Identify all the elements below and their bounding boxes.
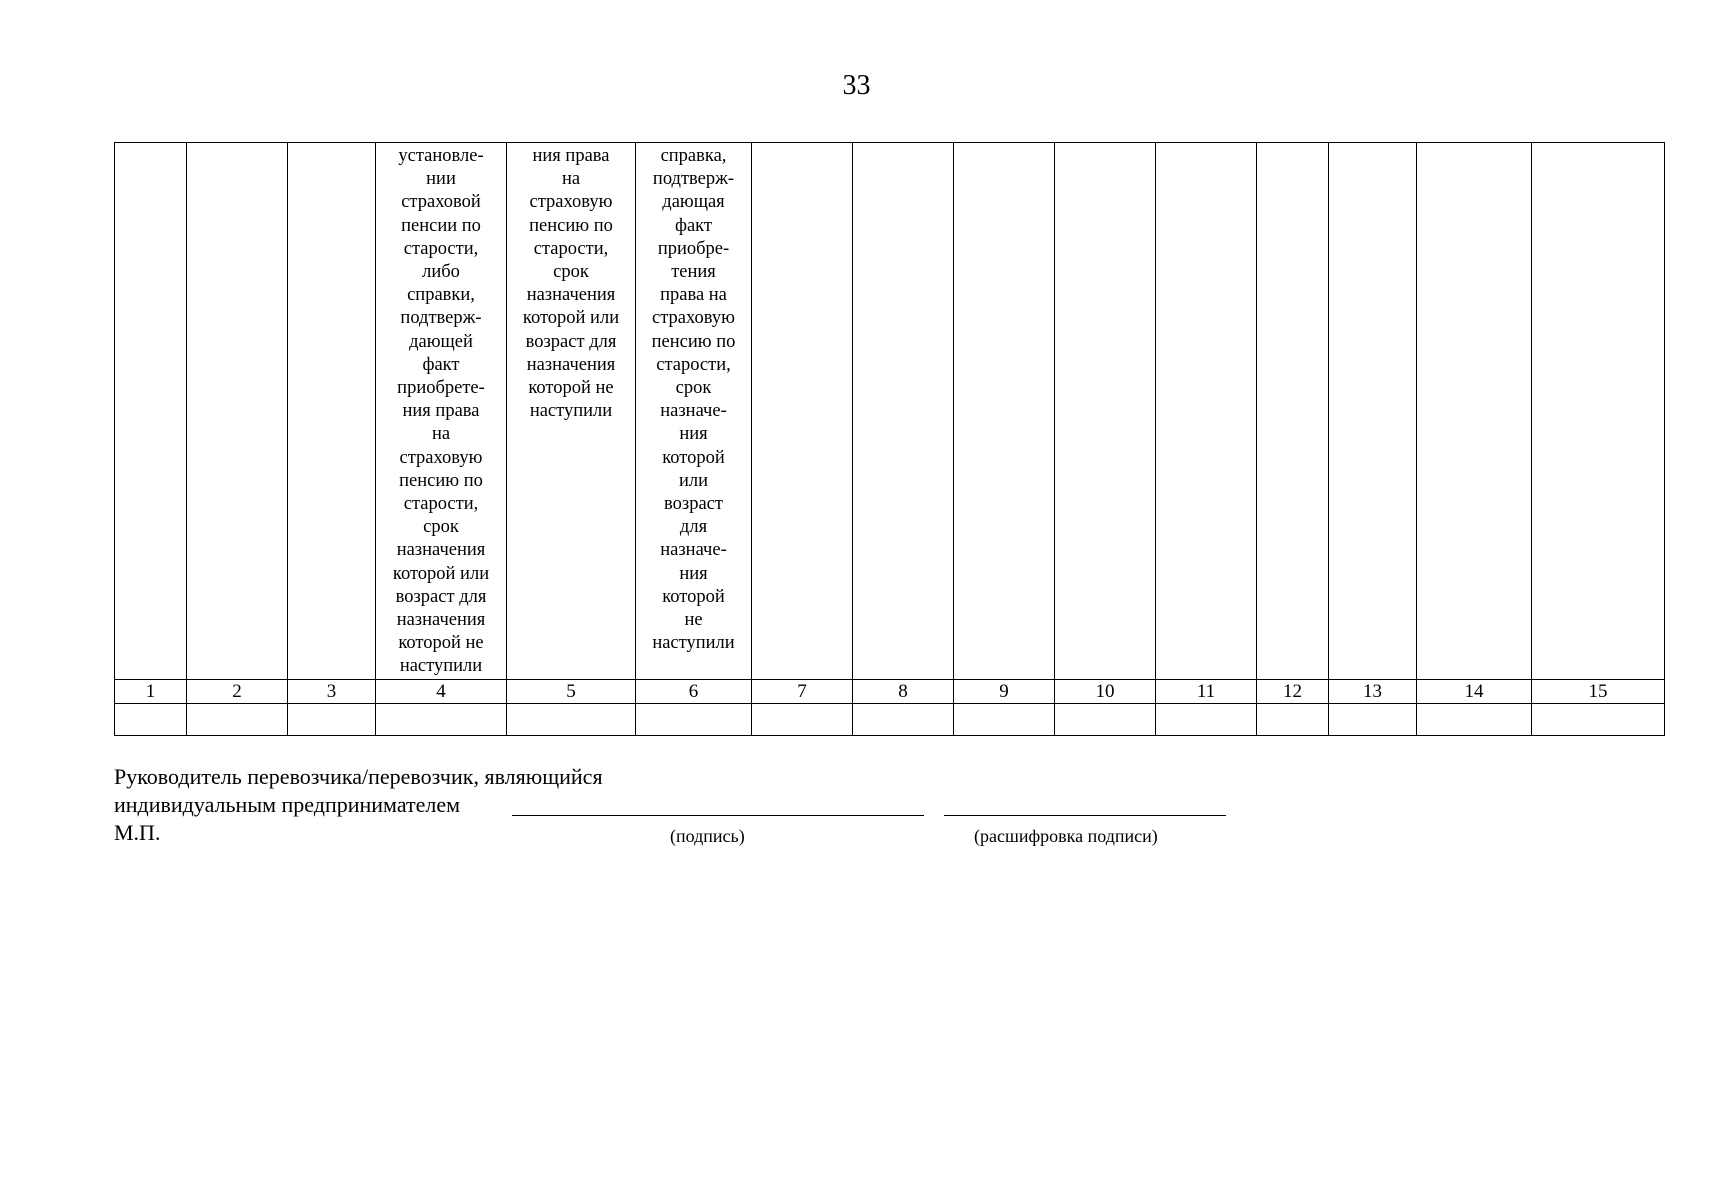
signatory-title-line1: Руководитель перевозчика/перевозчик, являющийся <box>114 764 603 789</box>
header-text-line: факт <box>674 215 713 236</box>
header-cell-1 <box>115 143 187 680</box>
header-text-line: страховую <box>399 447 483 468</box>
header-cell-13 <box>1329 143 1417 680</box>
column-number: 3 <box>288 680 376 704</box>
column-number: 5 <box>507 680 636 704</box>
header-text-line: на <box>431 424 451 445</box>
header-text-line: пенсию по <box>651 331 736 352</box>
header-text-line: подтверж- <box>652 169 735 190</box>
header-text-line: старости, <box>656 354 731 375</box>
data-cell <box>853 704 954 736</box>
header-text-line: права на <box>660 285 727 306</box>
header-text-line: назначения <box>396 540 486 561</box>
header-text-line: старости, <box>403 238 479 259</box>
header-text-line: либо <box>422 262 460 283</box>
header-text-line: на <box>561 169 581 190</box>
data-cell <box>376 704 507 736</box>
header-text-line: назначе- <box>660 540 727 561</box>
header-text-line: ния <box>679 563 708 584</box>
header-text-line: тения <box>671 262 716 283</box>
header-text-line: пенсию по <box>399 470 483 491</box>
header-cell-4 <box>376 143 507 680</box>
signature-block <box>114 764 1414 854</box>
header-cell-14 <box>1417 143 1532 680</box>
data-cell <box>187 704 288 736</box>
signature-decoding-caption: (расшифровка подписи) <box>974 826 1158 846</box>
header-text-line: подтверж- <box>400 308 482 329</box>
data-cell <box>507 704 636 736</box>
header-cell-3 <box>288 143 376 680</box>
header-text-line: установле- <box>398 146 484 166</box>
header-text-line: факт <box>422 354 460 375</box>
header-text-line: назначения <box>526 285 616 306</box>
header-text-line: наступили <box>529 401 613 422</box>
column-number-row <box>115 680 1665 704</box>
header-text-line: приобрете- <box>397 378 485 399</box>
header-text-line: справка, <box>660 146 727 166</box>
header-text-line: возраст <box>664 494 723 515</box>
header-text-line: дающая <box>662 192 725 213</box>
stamp-place-label: М.П. <box>114 820 161 845</box>
data-cell <box>1257 704 1329 736</box>
data-cell <box>1329 704 1417 736</box>
data-cell <box>752 704 853 736</box>
header-text-line: которой не <box>398 633 484 654</box>
header-cell-9 <box>954 143 1055 680</box>
header-text-line: нии <box>426 169 456 190</box>
header-text-line: приобре- <box>657 238 730 259</box>
header-text-line: которой <box>662 586 725 607</box>
header-text-line: срок <box>675 378 712 399</box>
data-cell <box>288 704 376 736</box>
header-text-line: ния <box>679 424 708 445</box>
header-text-line: назначения <box>526 354 616 375</box>
column-number: 11 <box>1156 680 1257 704</box>
signature-caption: (подпись) <box>670 826 745 846</box>
header-text-line: ния права <box>402 401 480 422</box>
column-number: 7 <box>752 680 853 704</box>
header-cell-8 <box>853 143 954 680</box>
column-number: 12 <box>1257 680 1329 704</box>
header-cell-10 <box>1055 143 1156 680</box>
header-text-line: страховую <box>529 192 613 213</box>
header-text-line: назначе- <box>660 401 727 422</box>
header-text-line: старости, <box>533 238 609 259</box>
header-text-line: справки, <box>407 285 475 306</box>
column-number: 1 <box>115 680 187 704</box>
page-number: 33 <box>842 70 871 101</box>
header-text-line: дающей <box>409 331 473 352</box>
column-number: 8 <box>853 680 954 704</box>
signature-decoding-field-line <box>944 815 1226 816</box>
data-cell <box>1156 704 1257 736</box>
header-cell-15 <box>1532 143 1665 680</box>
header-text-line: наступили <box>652 633 735 654</box>
signatory-title-line2: индивидуальным предпринимателем <box>114 792 461 817</box>
data-cell <box>1055 704 1156 736</box>
column-number: 15 <box>1532 680 1665 704</box>
header-cell-6 <box>636 143 752 680</box>
header-text-line: которой или <box>522 308 620 329</box>
data-cell <box>1417 704 1532 736</box>
header-cell-11 <box>1156 143 1257 680</box>
header-text-line: наступили <box>399 656 483 677</box>
header-text-line: пенсии по <box>401 215 481 236</box>
column-number: 13 <box>1329 680 1417 704</box>
column-number: 9 <box>954 680 1055 704</box>
signature-field-line <box>512 815 924 816</box>
header-text-line: или <box>678 470 709 491</box>
header-cell-7 <box>752 143 853 680</box>
header-text-line: пенсию по <box>529 215 613 236</box>
header-text-line: срок <box>553 262 589 283</box>
header-cell-5 <box>507 143 636 680</box>
header-text-line: страховую <box>652 308 735 329</box>
column-number: 10 <box>1055 680 1156 704</box>
header-text-line: назначения <box>396 610 486 631</box>
table-header-row <box>115 143 1665 680</box>
data-cell <box>115 704 187 736</box>
header-text-line: старости, <box>403 494 479 515</box>
header-text-line: ния права <box>532 146 610 166</box>
header-text-line: которой <box>662 447 725 468</box>
header-text-line: не <box>684 610 703 631</box>
header-text-line: которой не <box>528 378 614 399</box>
table-data-row <box>115 704 1665 736</box>
column-number: 2 <box>187 680 288 704</box>
header-cell-12 <box>1257 143 1329 680</box>
form-table <box>114 142 1665 736</box>
header-text-line: страховой <box>401 192 481 213</box>
data-cell <box>954 704 1055 736</box>
header-text-line: возраст для <box>525 331 617 352</box>
column-number: 6 <box>636 680 752 704</box>
header-text-line: срок <box>423 517 459 538</box>
header-cell-2 <box>187 143 288 680</box>
data-cell <box>636 704 752 736</box>
header-text-line: которой или <box>392 563 490 584</box>
column-number: 4 <box>376 680 507 704</box>
header-text-line: возраст для <box>395 586 487 607</box>
header-text-line: для <box>679 517 708 538</box>
data-cell <box>1532 704 1665 736</box>
column-number: 14 <box>1417 680 1532 704</box>
